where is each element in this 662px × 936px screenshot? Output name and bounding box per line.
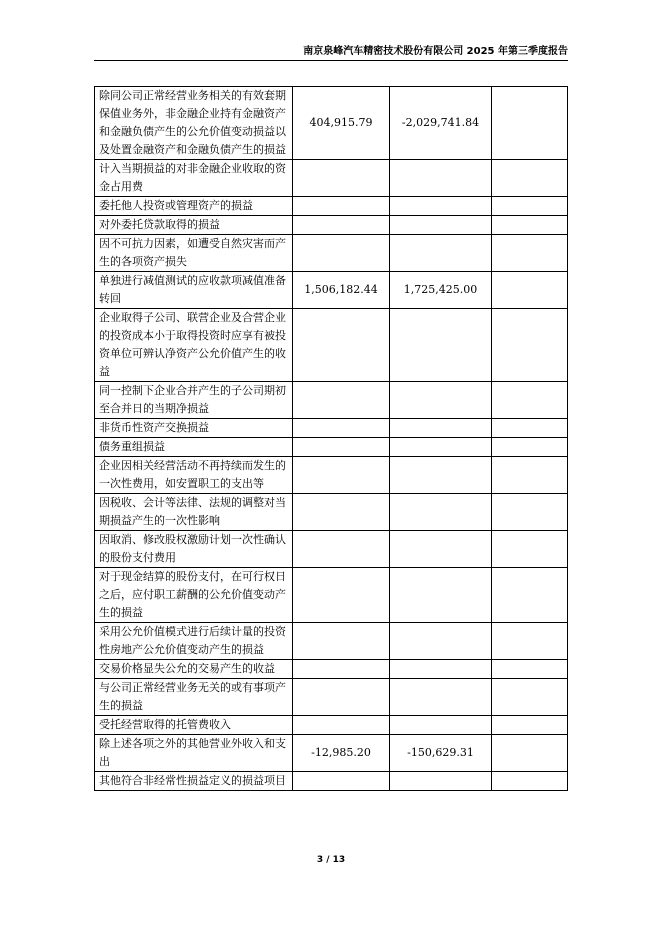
- value-cell-2: [390, 438, 492, 457]
- note-cell: [492, 419, 568, 438]
- value-cell-1: -12,985.20: [293, 735, 390, 772]
- table-row: [95, 457, 568, 494]
- table-row: [95, 735, 568, 772]
- item-cell: 同一控制下企业合并产生的子公司期初至合并日的当期净损益: [95, 382, 293, 419]
- value-cell-1: [293, 235, 390, 272]
- value-cell-2: -2,029,741.84: [390, 87, 492, 160]
- value-cell-2: [390, 679, 492, 716]
- report-header-title: 南京泉峰汽车精密技术股份有限公司 2025 年第三季度报告: [303, 46, 568, 57]
- note-cell: [492, 679, 568, 716]
- value-cell-1: [293, 716, 390, 735]
- value-cell-2: [390, 623, 492, 660]
- value-cell-1: [293, 568, 390, 623]
- note-cell: [492, 457, 568, 494]
- value-cell-1: [293, 309, 390, 382]
- value-cell-2: [390, 382, 492, 419]
- table-row: [95, 679, 568, 716]
- value-cell-2: [390, 235, 492, 272]
- item-cell: 因税收、会计等法律、法规的调整对当期损益产生的一次性影响: [95, 494, 293, 531]
- value-cell-1: [293, 772, 390, 791]
- item-cell: 因不可抗力因素，如遭受自然灾害而产生的各项资产损失: [95, 235, 293, 272]
- item-cell: 交易价格显失公允的交易产生的收益: [95, 660, 293, 679]
- table-row: [95, 568, 568, 623]
- note-cell: [492, 772, 568, 791]
- non-recurring-gains-table: [94, 86, 568, 791]
- table-row: [95, 419, 568, 438]
- note-cell: [492, 735, 568, 772]
- value-cell-1: [293, 679, 390, 716]
- value-cell-2: 1,725,425.00: [390, 272, 492, 309]
- item-cell: 企业因相关经营活动不再持续而发生的一次性费用，如安置职工的支出等: [95, 457, 293, 494]
- table-row: [95, 309, 568, 382]
- note-cell: [492, 494, 568, 531]
- table-row: [95, 235, 568, 272]
- value-cell-1: [293, 197, 390, 216]
- table-row: [95, 438, 568, 457]
- table-row: [95, 531, 568, 568]
- item-cell: 债务重组损益: [95, 438, 293, 457]
- value-cell-1: [293, 216, 390, 235]
- note-cell: [492, 235, 568, 272]
- value-cell-1: [293, 623, 390, 660]
- page-number: 3 / 13: [316, 855, 346, 865]
- note-cell: [492, 531, 568, 568]
- value-cell-1: [293, 494, 390, 531]
- note-cell: [492, 382, 568, 419]
- item-cell: 除上述各项之外的其他营业外收入和支出: [95, 735, 293, 772]
- table-row: [95, 772, 568, 791]
- item-cell: 与公司正常经营业务无关的或有事项产生的损益: [95, 679, 293, 716]
- note-cell: [492, 438, 568, 457]
- table-row: [95, 623, 568, 660]
- table-row: [95, 197, 568, 216]
- value-cell-2: [390, 419, 492, 438]
- item-cell: 单独进行减值测试的应收款项减值准备转回: [95, 272, 293, 309]
- value-cell-2: [390, 457, 492, 494]
- table-row: [95, 160, 568, 197]
- value-cell-2: [390, 494, 492, 531]
- note-cell: [492, 623, 568, 660]
- table-row: [95, 660, 568, 679]
- table-row: [95, 494, 568, 531]
- note-cell: [492, 87, 568, 160]
- value-cell-2: [390, 160, 492, 197]
- note-cell: [492, 309, 568, 382]
- value-cell-1: [293, 438, 390, 457]
- value-cell-2: [390, 772, 492, 791]
- value-cell-2: [390, 197, 492, 216]
- item-cell: 因取消、修改股权激励计划一次性确认的股份支付费用: [95, 531, 293, 568]
- note-cell: [492, 568, 568, 623]
- value-cell-2: [390, 216, 492, 235]
- table-row: [95, 382, 568, 419]
- table-row: [95, 272, 568, 309]
- item-cell: 委托他人投资或管理资产的损益: [95, 197, 293, 216]
- note-cell: [492, 160, 568, 197]
- table-row: [95, 87, 568, 160]
- value-cell-2: [390, 531, 492, 568]
- value-cell-2: [390, 660, 492, 679]
- note-cell: [492, 216, 568, 235]
- table-body: [95, 87, 568, 791]
- note-cell: [492, 197, 568, 216]
- value-cell-1: [293, 160, 390, 197]
- value-cell-1: [293, 419, 390, 438]
- note-cell: [492, 716, 568, 735]
- item-cell: 对外委托贷款取得的损益: [95, 216, 293, 235]
- value-cell-2: [390, 309, 492, 382]
- item-cell: 非货币性资产交换损益: [95, 419, 293, 438]
- item-cell: 受托经营取得的托管费收入: [95, 716, 293, 735]
- value-cell-1: [293, 382, 390, 419]
- value-cell-1: [293, 531, 390, 568]
- item-cell: 对于现金结算的股份支付，在可行权日之后，应付职工薪酬的公允价值变动产生的损益: [95, 568, 293, 623]
- value-cell-1: 1,506,182.44: [293, 272, 390, 309]
- value-cell-1: 404,915.79: [293, 87, 390, 160]
- item-cell: 企业取得子公司、联营企业及合营企业的投资成本小于取得投资时应享有被投资单位可辨认净资产公允价值产生的收益: [95, 309, 293, 382]
- value-cell-1: [293, 660, 390, 679]
- header-rule: [94, 60, 568, 61]
- note-cell: [492, 660, 568, 679]
- item-cell: 采用公允价值模式进行后续计量的投资性房地产公允价值变动产生的损益: [95, 623, 293, 660]
- value-cell-2: [390, 568, 492, 623]
- item-cell: 除同公司正常经营业务相关的有效套期保值业务外，非金融企业持有金融资产和金融负债产生的公允价值变动损益以及处置金融资产和金融负债产生的损益: [95, 87, 293, 160]
- note-cell: [492, 272, 568, 309]
- value-cell-2: [390, 716, 492, 735]
- table-row: [95, 716, 568, 735]
- value-cell-1: [293, 457, 390, 494]
- item-cell: 其他符合非经常性损益定义的损益项目: [95, 772, 293, 791]
- value-cell-2: -150,629.31: [390, 735, 492, 772]
- table-row: [95, 216, 568, 235]
- item-cell: 计入当期损益的对非金融企业收取的资金占用费: [95, 160, 293, 197]
